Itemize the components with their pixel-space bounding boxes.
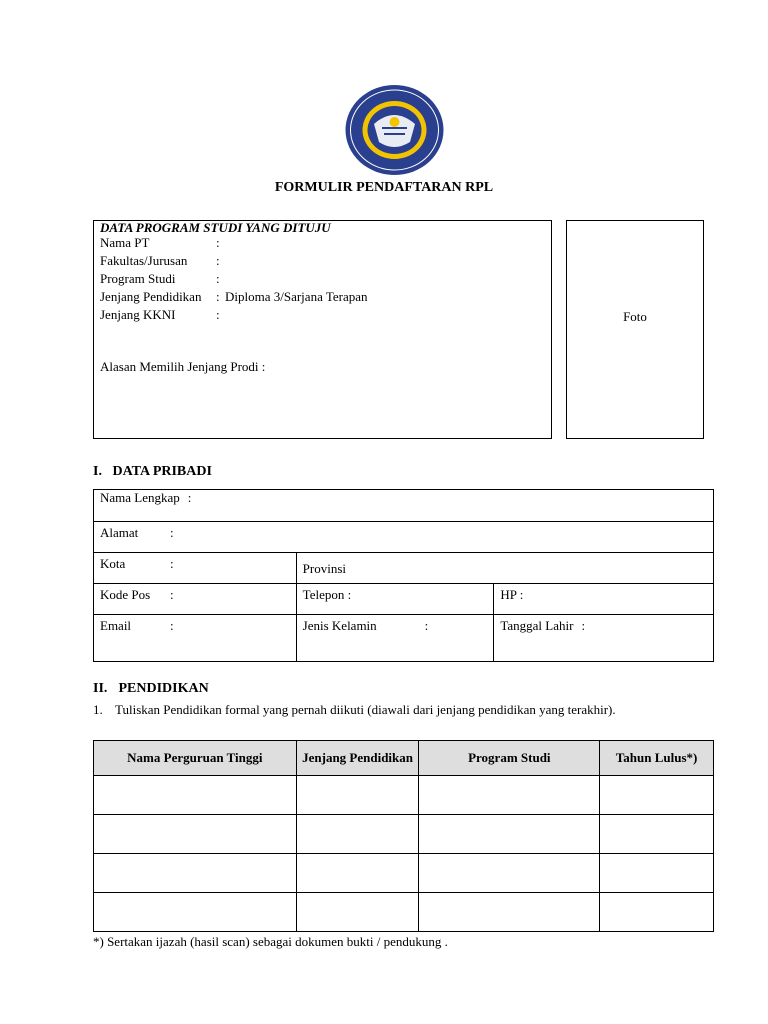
email-cell[interactable]: Email :: [94, 615, 297, 662]
table-cell[interactable]: [296, 854, 419, 893]
col-header-graduation-year: Tahun Lulus*): [600, 741, 714, 776]
table-row: [94, 854, 714, 893]
table-row: [94, 893, 714, 932]
col-header-study-program: Program Studi: [419, 741, 600, 776]
col-header-education-level: Jenjang Pendidikan: [296, 741, 419, 776]
personal-data-table: [93, 489, 714, 662]
field-fakultas: Fakultas/Jurusan: [100, 253, 188, 268]
field-nama-pt: Nama PT: [100, 235, 150, 250]
field-program-studi: Program Studi: [100, 271, 176, 286]
table-cell[interactable]: [419, 854, 600, 893]
section-1-heading: I. DATA PRIBADI: [93, 464, 212, 479]
photo-box: [566, 220, 704, 439]
form-title: FORMULIR PENDAFTARAN RPL: [274, 180, 494, 195]
table-cell[interactable]: [600, 893, 714, 932]
table-cell[interactable]: [296, 776, 419, 815]
mobile-cell[interactable]: HP :: [494, 584, 714, 615]
gender-cell[interactable]: Jenis Kelamin :: [296, 615, 494, 662]
province-cell[interactable]: Provinsi: [296, 553, 713, 584]
full-name-cell[interactable]: Nama Lengkap :: [94, 490, 714, 522]
table-row: [94, 815, 714, 854]
reason-label: Alasan Memilih Jenjang Prodi :: [100, 359, 266, 374]
program-data-box: DATA PROGRAM STUDI YANG DITUJU Nama PT : Fakultas/Jurusan : Program Studi : Jenjang Pendidikan : Diploma 3/Sarjana Terapan Jenjang KKNI : Alasan Memilih Jenjang Prodi :: [93, 220, 552, 439]
phone-cell[interactable]: Telepon :: [296, 584, 494, 615]
postal-code-cell[interactable]: Kode Pos :: [94, 584, 297, 615]
table-cell[interactable]: [600, 815, 714, 854]
table-cell[interactable]: [94, 815, 297, 854]
jenjang-pendidikan-value: Diploma 3/Sarjana Terapan: [225, 289, 368, 304]
program-heading: DATA PROGRAM STUDI YANG DITUJU: [100, 220, 331, 235]
footnote: *) Sertakan ijazah (hasil scan) sebagai dokumen bukti / pendukung .: [93, 934, 448, 949]
education-instruction: 1. Tuliskan Pendidikan formal yang pernah diikuti (diawali dari jenjang pendidikan yang terakhir).: [93, 702, 616, 717]
col-header-university: Nama Perguruan Tinggi: [94, 741, 297, 776]
table-row: [94, 776, 714, 815]
photo-label: Foto: [623, 309, 647, 324]
university-logo: [344, 84, 445, 176]
table-cell[interactable]: [94, 893, 297, 932]
table-cell[interactable]: [419, 893, 600, 932]
field-jenjang-pendidikan: Jenjang Pendidikan: [100, 289, 202, 304]
address-cell[interactable]: Alamat :: [94, 522, 714, 553]
birth-date-cell[interactable]: Tanggal Lahir :: [494, 615, 714, 662]
table-cell[interactable]: [600, 854, 714, 893]
field-jenjang-kkni: Jenjang KKNI: [100, 307, 176, 322]
table-cell[interactable]: [296, 893, 419, 932]
city-cell[interactable]: Kota :: [94, 553, 297, 584]
section-2-heading: II. PENDIDIKAN: [93, 681, 209, 696]
education-table: [93, 740, 714, 932]
table-cell[interactable]: [419, 815, 600, 854]
table-cell[interactable]: [296, 815, 419, 854]
table-cell[interactable]: [94, 854, 297, 893]
table-cell[interactable]: [94, 776, 297, 815]
table-cell[interactable]: [600, 776, 714, 815]
table-cell[interactable]: [419, 776, 600, 815]
